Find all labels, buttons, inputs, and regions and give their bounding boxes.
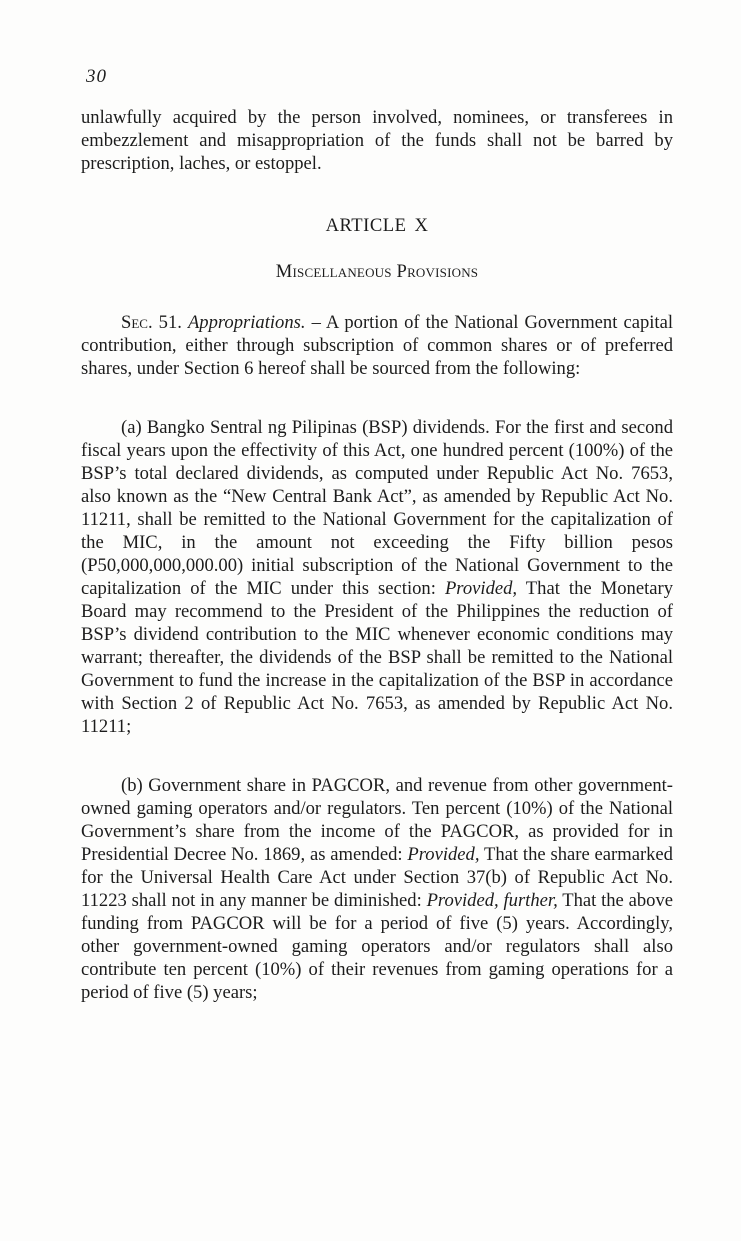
article-heading xyxy=(81,214,673,237)
item-b-text-2: That the share earmarked for the Universal Health Care Act under Section 37(b) of Republic Act No. 11223 shall not in any manner be diminished: xyxy=(81,844,673,911)
item-a-paragraph xyxy=(81,416,673,738)
article-title: Miscellaneous Provisions xyxy=(275,261,479,282)
item-a-text-2: That the Monetary Board may recommend to the President of the Philippines the reduction of BSP’s dividend contribution to the MIC whenever economic conditions may warrant; thereafter, the dividends of the BSP shall be remitted to the National Government to fund the increase in the capitalization of the BSP in accordance with Section 2 of Republic Act No. 7653, as amended by Republic Act No. 11211; xyxy=(81,578,674,737)
section-text: – A portion of the National Government capital contribution, either through subscription of common shares or of preferred shares, under Section 6 hereof shall be sourced from the following: xyxy=(81,312,673,379)
section-label: Sec. 51. xyxy=(121,312,182,333)
item-a-proviso: Provided, xyxy=(444,578,518,599)
item-b-proviso-2: Provided, further, xyxy=(426,890,558,911)
item-b-text-3: That the above funding from PAGCOR will be for a period of five (5) years. Accordingly, other government-owned gaming operators and/or regulators shall also contribute ten percent (10%) of their revenues from gaming operations for a period of five (5) years; xyxy=(81,890,674,1003)
item-b-text-1: (b) Government share in PAGCOR, and revenue from other government-owned gaming operators and/or regulators. Ten percent (10%) of the National Government’s share from the income of the PAGCOR, as provided for in Presidential Decree No. 1869, as amended: xyxy=(81,775,673,865)
section-title: Appropriations. xyxy=(187,312,306,333)
item-a-text-1: (a) Bangko Sentral ng Pilipinas (BSP) dividends. For the first and second fiscal years upon the effectivity of this Act, one hundred percent (100%) of the BSP’s total declared dividends, as computed under Republic Act No. 7653, also known as the “New Central Bank Act”, as amended by Republic Act No. 11211, shall be remitted to the National Government for the capitalization of the MIC, in the amount not exceeding the Fifty billion pesos (P50,000,000,000.00) initial subscription of the National Government to the capitalization of the MIC under this section: xyxy=(81,417,673,599)
intro-paragraph: unlawfully acquired by the person involved, nominees, or transferees in embezzlement and misappropriation of the funds shall not be barred by prescription, laches, or estoppel. xyxy=(81,107,673,174)
page-body xyxy=(81,106,673,1004)
page-number: 30 xyxy=(86,66,107,87)
article-number: X xyxy=(414,215,429,236)
article-label: ARTICLE xyxy=(325,215,407,236)
section-51-paragraph xyxy=(81,311,673,380)
item-b-paragraph xyxy=(81,774,673,1004)
item-b-proviso-1: Provided, xyxy=(407,844,480,865)
